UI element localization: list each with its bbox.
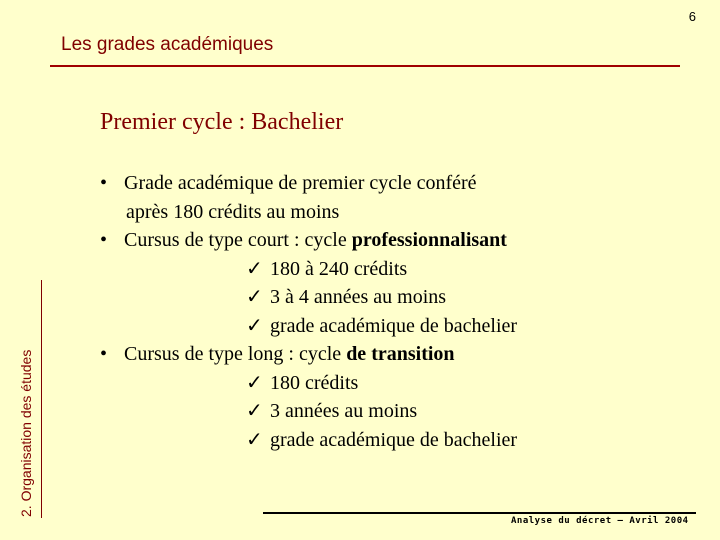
bullet-icon: • [100, 343, 108, 365]
footer-divider [263, 512, 696, 514]
page-number: 6 [688, 9, 696, 24]
check-item [100, 426, 660, 455]
bullet-item [100, 169, 660, 198]
bullet-item [100, 226, 660, 255]
check-text: grade académique de bachelier [270, 428, 518, 451]
header-divider [50, 65, 680, 67]
bullet-emphasis: professionnalisant [351, 229, 507, 251]
bullet-icon: • [100, 172, 108, 194]
check-text: grade académique de bachelier [270, 314, 518, 337]
check-text: 3 à 4 années au moins [270, 286, 447, 308]
side-section-label: 2. Organisation des études [18, 349, 34, 517]
check-icon: ✓ [246, 314, 263, 337]
check-item [100, 283, 660, 312]
bullet-text: Grade académique de premier cycle conféré [124, 172, 477, 194]
check-item [100, 312, 660, 341]
section-title: Premier cycle : Bachelier [100, 109, 344, 135]
check-icon: ✓ [246, 400, 263, 422]
check-icon: ✓ [246, 428, 263, 451]
bullet-item [100, 340, 660, 369]
bullet-text: Cursus de type court : cycle [124, 229, 352, 251]
footer-text: Analyse du décret – Avril 2004 [511, 516, 689, 526]
bullet-emphasis: de transition [346, 343, 455, 365]
check-item [100, 369, 660, 398]
check-icon: ✓ [246, 371, 263, 394]
check-item [100, 255, 660, 284]
bullet-text: Cursus de type long : cycle [124, 343, 347, 365]
slide-header-title: Les grades académiques [61, 34, 274, 55]
check-text: 180 à 240 crédits [270, 257, 408, 280]
check-item [100, 397, 660, 426]
bullet-icon: • [100, 229, 108, 251]
bullet-continuation: après 180 crédits au moins [126, 200, 340, 223]
check-icon: ✓ [246, 286, 263, 308]
check-icon: ✓ [246, 257, 263, 280]
slide-content [100, 169, 660, 454]
side-divider [41, 280, 42, 518]
check-text: 180 crédits [270, 371, 359, 394]
check-text: 3 années au moins [270, 400, 418, 422]
